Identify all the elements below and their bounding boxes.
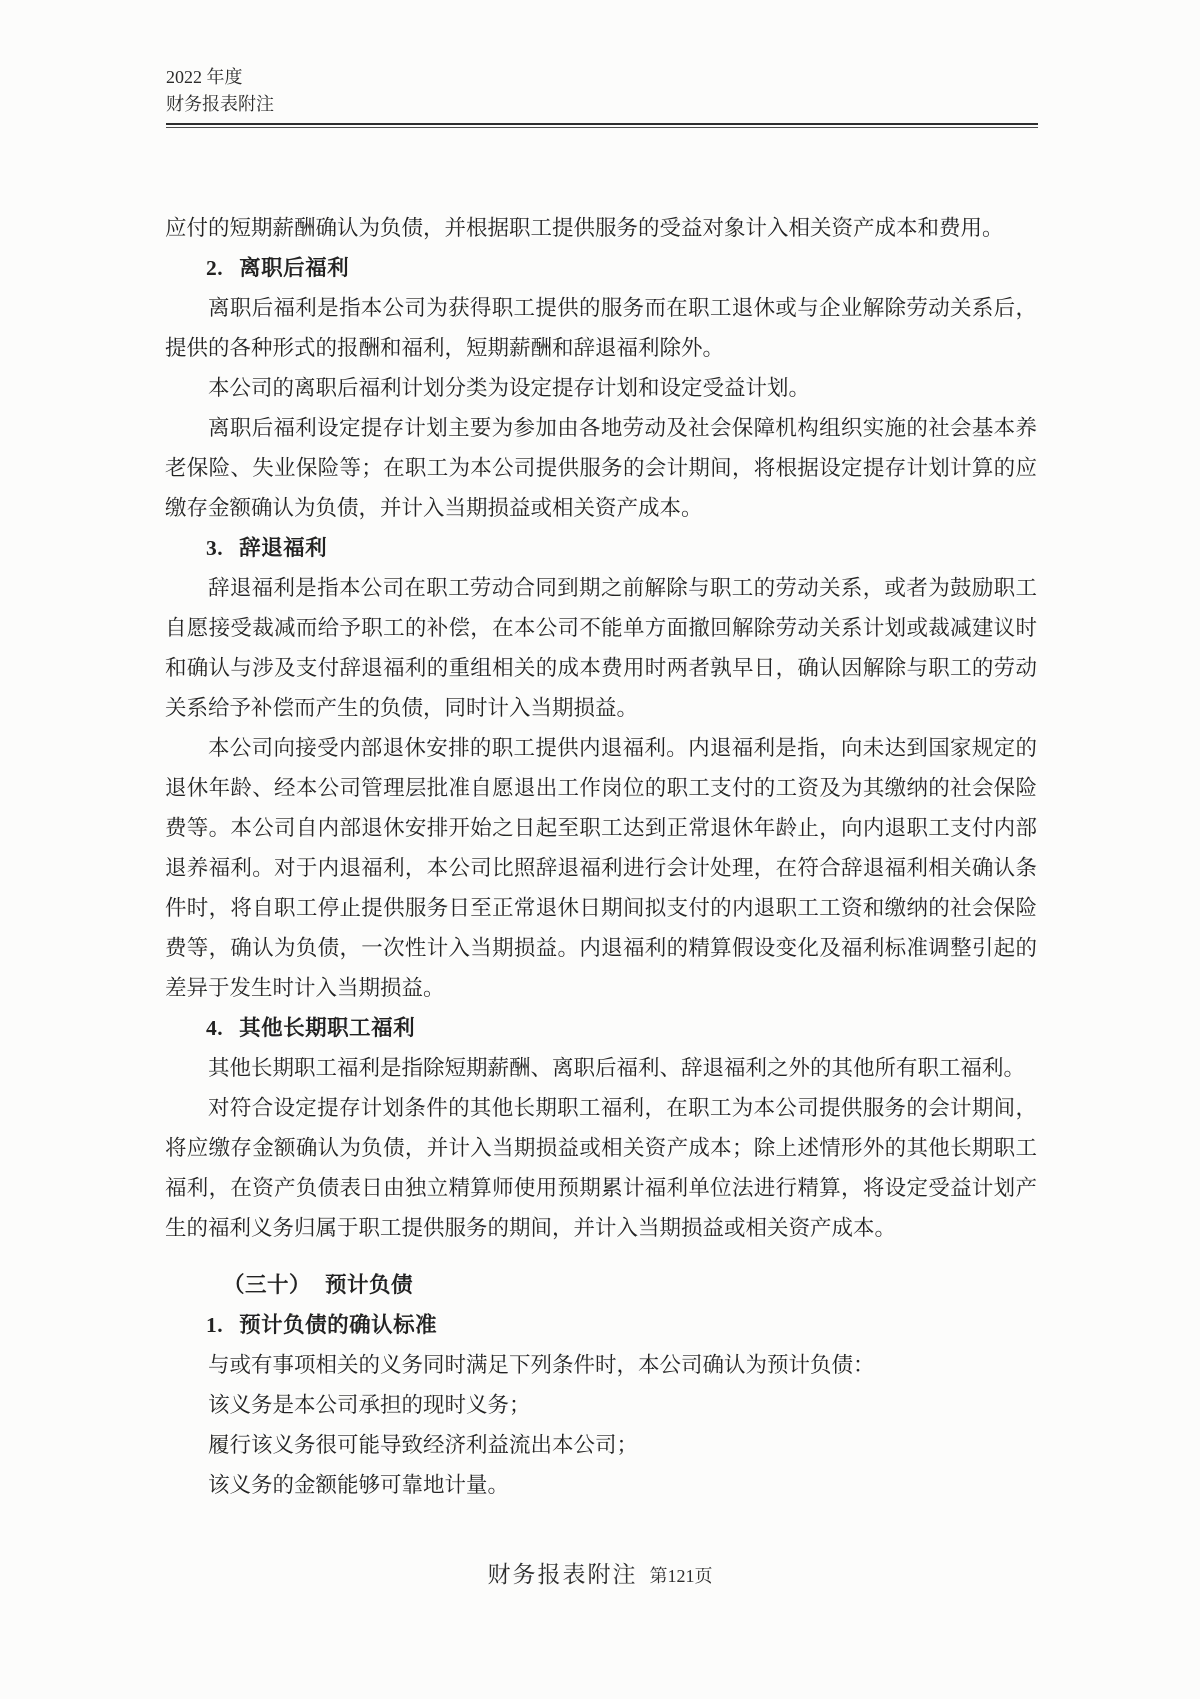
footer-doc-title: 财务报表附注: [487, 1562, 638, 1587]
paragraph: 其他长期职工福利是指除短期薪酬、离职后福利、辞退福利之外的其他所有职工福利。: [208, 1056, 1026, 1080]
heading-title: 其他长期职工福利: [239, 1016, 416, 1040]
heading-number: 4.: [206, 1016, 224, 1040]
section-heading: [165, 1265, 1037, 1305]
paragraph: 本公司的离职后福利计划分类为设定提存计划和设定受益计划。: [208, 376, 811, 400]
paragraph: 该义务是本公司承担的现时义务；: [208, 1393, 531, 1417]
paragraph: 该义务的金额能够可靠地计量。: [208, 1473, 510, 1497]
paragraph: 应付的短期薪酬确认为负债，并根据职工提供服务的受益对象计入相关资产成本和费用。: [165, 216, 1004, 240]
subsection-heading: [165, 1008, 1037, 1048]
heading-title: 辞退福利: [239, 536, 328, 560]
heading-number: 1.: [206, 1313, 224, 1337]
heading-number: （三十）: [223, 1273, 312, 1297]
paragraph: 本公司向接受内部退休安排的职工提供内退福利。内退福利是指，向未达到国家规定的退休年龄、经本公司管理层批准自愿退出工作岗位的职工支付的工资及为其缴纳的社会保险费等。本公司自内部退休安排开始之日起至职工达到正常退休年龄止，向内退职工支付内部退养福利。对于内退福利，本公司比照辞退福利进行会计处理，在符合辞退福利相关确认条件时，将自职工停止提供服务日至正常退休日期间拟支付的内退职工工资和缴纳的社会保险费等，确认为负债，一次性计入当期损益。内退福利的精算假设变化及福利标准调整引起的差异于发生时计入当期损益。: [165, 736, 1037, 1000]
paragraph: 与或有事项相关的义务同时满足下列条件时，本公司确认为预计负债：: [208, 1353, 875, 1377]
header-year: 2022 年度: [166, 67, 243, 87]
subsection-heading: [165, 1305, 1037, 1345]
heading-title: 预计负债: [325, 1273, 414, 1297]
paragraph: 离职后福利是指本公司为获得职工提供的服务而在职工退休或与企业解除劳动关系后，提供的各种形式的报酬和福利，短期薪酬和辞退福利除外。: [165, 296, 1037, 360]
heading-title: 预计负债的确认标准: [239, 1313, 438, 1337]
heading-number: 2.: [206, 256, 224, 280]
header-rule: [166, 123, 1038, 128]
paragraph: 离职后福利设定提存计划主要为参加由各地劳动及社会保障机构组织实施的社会基本养老保险、失业保险等；在职工为本公司提供服务的会计期间，将根据设定提存计划计算的应缴存金额确认为负债，并计入当期损益或相关资产成本。: [165, 416, 1037, 520]
subsection-heading: [165, 528, 1037, 568]
document-body: [165, 208, 1037, 1505]
paragraph: 对符合设定提存计划条件的其他长期职工福利，在职工为本公司提供服务的会计期间，将应缴存金额确认为负债，并计入当期损益或相关资产成本；除上述情形外的其他长期职工福利，在资产负债表日由独立精算师使用预期累计福利单位法进行精算，将设定受益计划产生的福利义务归属于职工提供服务的期间，并计入当期损益或相关资产成本。: [165, 1096, 1037, 1240]
page-header: [166, 64, 1038, 128]
subsection-heading: [165, 248, 1037, 288]
heading-title: 离职后福利: [239, 256, 350, 280]
heading-number: 3.: [206, 536, 224, 560]
footer-page-number: 第121页: [649, 1566, 713, 1586]
paragraph: 履行该义务很可能导致经济利益流出本公司；: [208, 1433, 639, 1457]
page-footer: [0, 1556, 1200, 1589]
header-doc-title: 财务报表附注: [166, 94, 274, 114]
paragraph: 辞退福利是指本公司在职工劳动合同到期之前解除与职工的劳动关系，或者为鼓励职工自愿接受裁减而给予职工的补偿，在本公司不能单方面撤回解除劳动关系计划或裁减建议时和确认与涉及支付辞退福利的重组相关的成本费用时两者孰早日，确认因解除与职工的劳动关系给予补偿而产生的负债，同时计入当期损益。: [165, 576, 1037, 720]
